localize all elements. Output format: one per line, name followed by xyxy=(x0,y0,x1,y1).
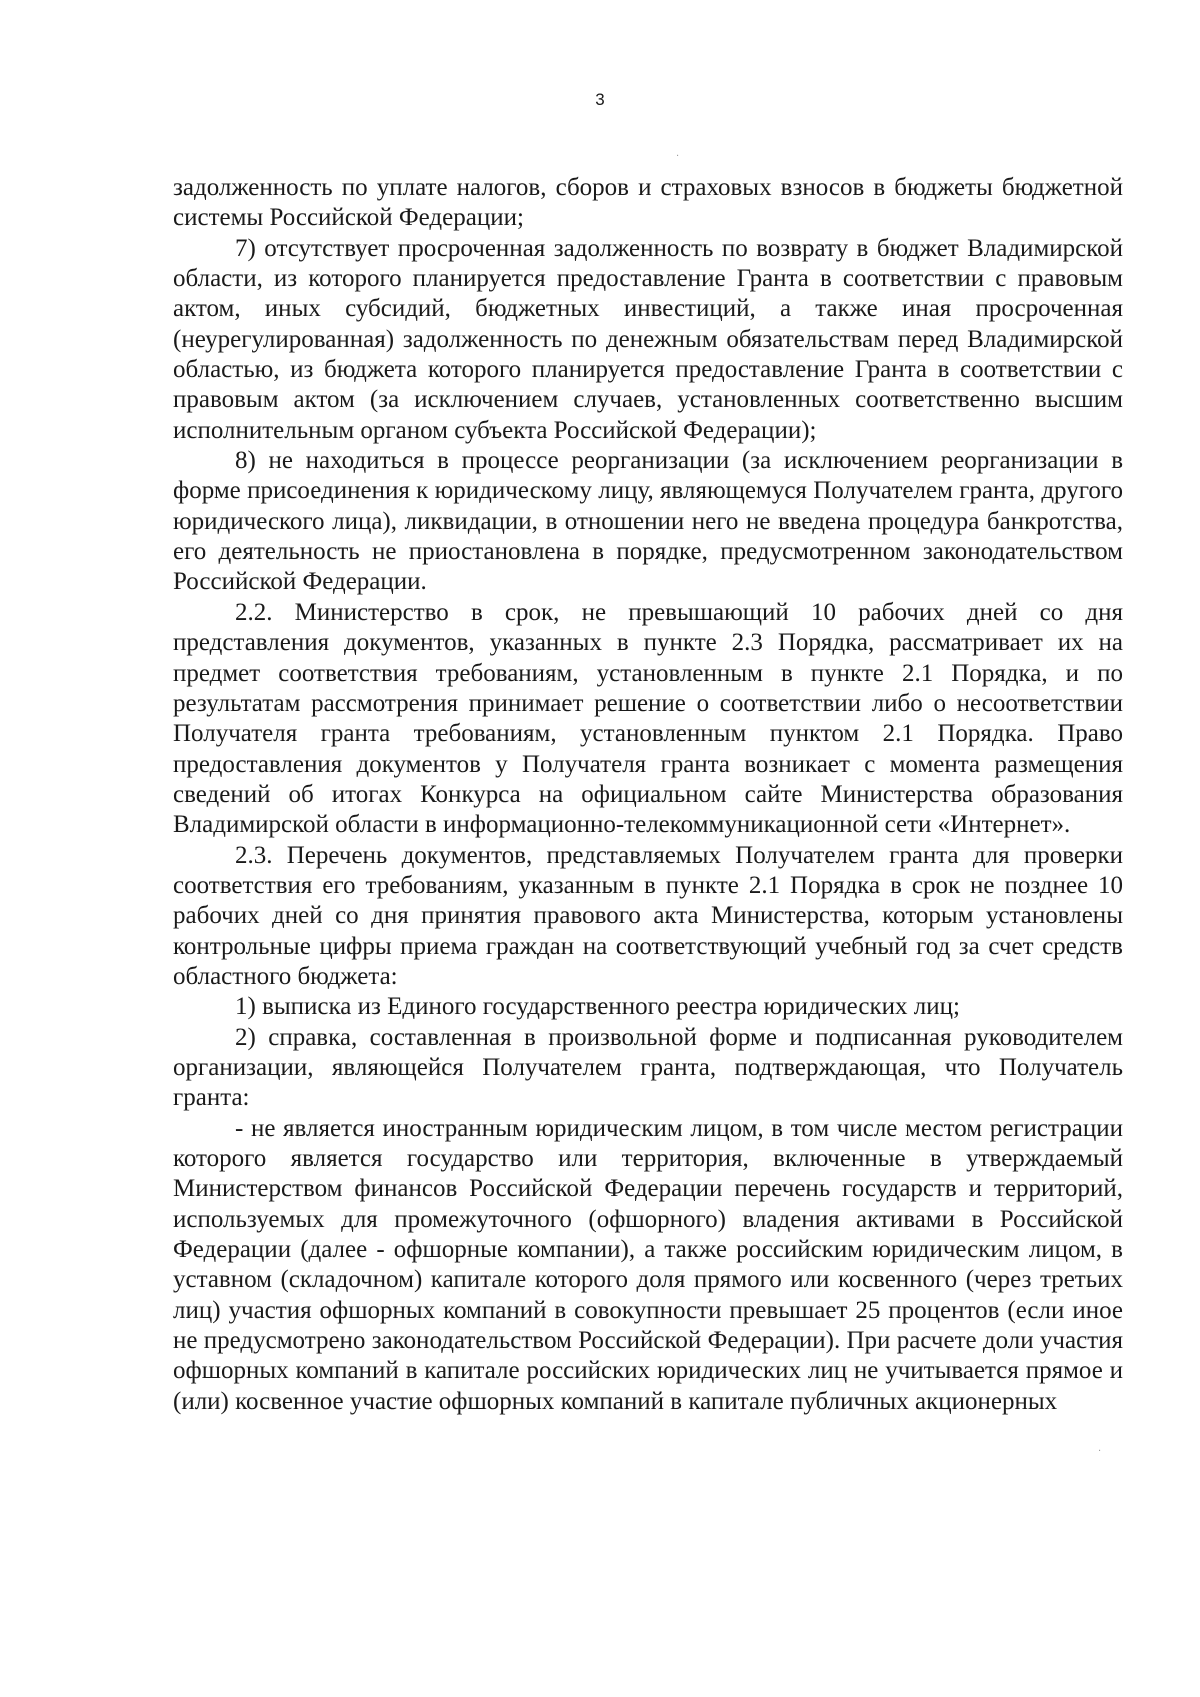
page-number: 3 xyxy=(595,90,605,109)
paragraph-list-item-1: 1) выписка из Единого государственного реестра юридических лиц; xyxy=(235,993,960,1021)
document-body xyxy=(173,173,1123,1417)
paragraph-offshore-clause: - не является иностранным юридическим лицом, в том числе местом регистрации которого является государство или территория, включенные в утверждаемый Министерством финансов Российской Федерации перечень государств и территорий, используемых для промежуточного (офшорного) владения активами в Российской Федерации (далее - офшорные компании), а также российским юридическим лицом, в уставном (складочном) капитале которого доля прямого или косвенного (через третьих лиц) участия офшорных компаний в совокупности превышает 25 процентов (если иное не предусмотрено законодательством Российской Федерации). При расчете доли участия офшорных компаний в капитале российских юридических лиц не учитывается прямое и (или) косвенное участие офшорных компаний в капитале публичных акционерных xyxy=(173,1114,1123,1415)
paragraph-debt-taxes: задолженность по уплате налогов, сборов и страховых взносов в бюджеты бюджетной системы Российской Федерации; xyxy=(173,174,1123,232)
paragraph-item-7: 7) отсутствует просроченная задолженность по возврату в бюджет Владимирской области, из которого планируется предоставление Гранта в соответствии с правовым актом, иных субсидий, бюджетных инвестиций, а также иная просроченная (неурегулированная) задолженность по денежным обязательствам перед Владимирской областью, из бюджета которого планируется предоставление Гранта в соответствии с правовым актом (за исключением случаев, установленных соответственно высшим исполнительным органом субъекта Российской Федерации); xyxy=(173,234,1123,444)
scan-speck-mark: · xyxy=(1098,1446,1102,1457)
scan-speck-mark: · xyxy=(676,151,680,162)
paragraph-section-2-3: 2.3. Перечень документов, представляемых Получателем гранта для проверки соответствия его требованиям, указанным в пункте 2.1 Порядка в срок не позднее 10 рабочих дней со дня принятия правового акта Министерства, которым установлены контрольные цифры приема граждан на соответствующий учебный год за счет средств областного бюджета: xyxy=(173,841,1123,990)
paragraph-list-item-2: 2) справка, составленная в произвольной форме и подписанная руководителем организации, являющейся Получателем гранта, подтверждающая, что Получатель гранта: xyxy=(173,1023,1123,1112)
paragraph-item-8: 8) не находиться в процессе реорганизации (за исключением реорганизации в форме присоединения к юридическому лицу, являющемуся Получателем гранта, другого юридического лица), ликвидации, в отношении него не введена процедура банкротства, его деятельность не приостановлена в порядке, предусмотренном законодательством Российской Федерации. xyxy=(173,447,1123,596)
paragraph-section-2-2: 2.2. Министерство в срок, не превышающий 10 рабочих дней со дня представления документов, указанных в пункте 2.3 Порядка, рассматривает их на предмет соответствия требованиям, установленным в пункте 2.1 Порядка, и по результатам рассмотрения принимает решение о соответствии либо о несоответствии Получателя гранта требованиям, установленным пунктом 2.1 Порядка. Право предоставления документов у Получателя гранта возникает с момента размещения сведений об итогах Конкурса на официальном сайте Министерства образования Владимирской области в информационно-телекоммуникационной сети «Интернет». xyxy=(173,598,1123,839)
